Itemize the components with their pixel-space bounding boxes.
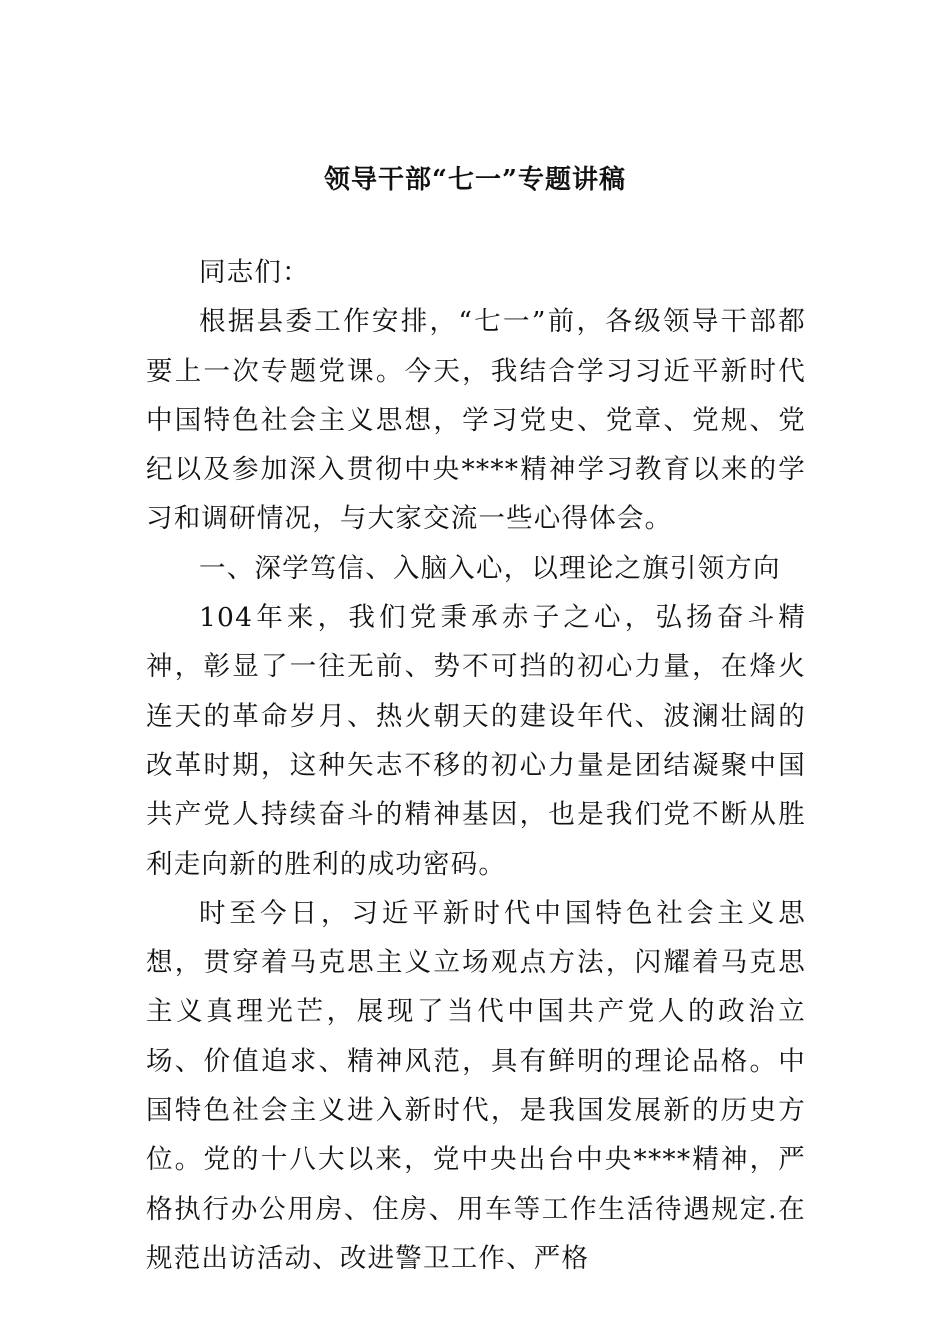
salutation-paragraph: 同志们： <box>199 257 310 288</box>
document-title: 领导干部“七一”专题讲稿 <box>324 165 626 195</box>
section-heading: 一、深学笃信、入脑入心，以理论之旗引领方向 <box>199 552 781 584</box>
document-body <box>146 248 806 1283</box>
body-paragraph: 104年来，我们党秉承赤子之心，弘扬奋斗精神，彰显了一往无前、势不可挡的初心力量，在烽火连天的革命岁月、热火朝天的建设年代、波澜壮阔的改革时期，这种矢志不移的初心力量是团结凝聚中国共产党人持续奋斗的精神基因，也是我们党不断从胜利走向新的胜利的成功密码。 <box>146 602 806 880</box>
body-paragraph: 时至今日，习近平新时代中国特色社会主义思想，贯穿着马克思主义立场观点方法，闪耀着马克思主义真理光芒，展现了当代中国共产党人的政治立场、价值追求、精神风范，具有鲜明的理论品格。中国特色社会主义进入新时代，是我国发展新的历史方位。党的十八大以来，党中央出台中央****精神，严格执行办公用房、住房、用车等工作生活待遇规定.在规范出访活动、改进警卫工作、严格 <box>146 897 806 1274</box>
intro-paragraph: 根据县委工作安排，“七一”前，各级领导干部都要上一次专题党课。今天，我结合学习习近平新时代中国特色社会主义思想，学习党史、党章、党规、党纪以及参加深入贯彻中央****精神学习教育以来的学习和调研情况，与大家交流一些心得体会。 <box>146 306 806 535</box>
